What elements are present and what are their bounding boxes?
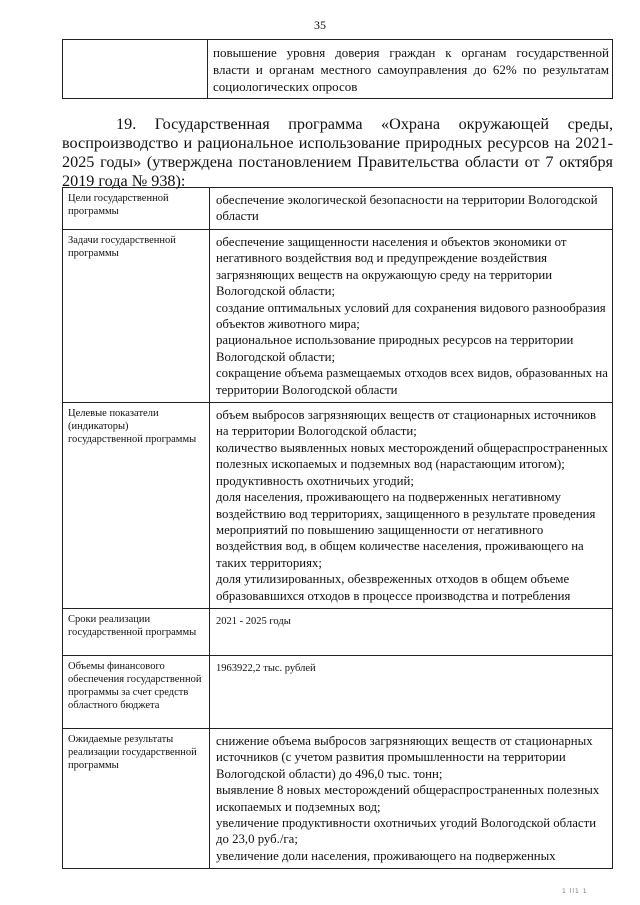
list-item: количество выявленных новых месторождений общераспространенных полезных ископаемых и подземных вод (нарастающим итогом); [216, 440, 608, 472]
list-item: увеличение продуктивности охотничьих угодий Вологодской области до 23,0 руб./га; [216, 815, 597, 847]
list-item: создание оптимальных условий для сохранения видового разнообразия объектов животного мира; [216, 300, 606, 332]
list-item: объем выбросов загрязняющих веществ от стационарных источников на территории Вологодской области; [216, 408, 597, 439]
row-label-indicators: Целевые показатели (индикаторы) государственной программы [63, 403, 210, 609]
list-item: рациональное использование природных ресурсов на территории Вологодской области; [216, 333, 574, 364]
list-item: увеличение доли населения, проживающего на подверженных [216, 848, 556, 863]
continuation-text: повышение уровня доверия граждан к органам государственной власти и органам местного самоуправления до 62% по результатам социологических опросов [208, 40, 613, 99]
list-item: обеспечение защищенности населения и объектов экономики от негативного воздействия вод и предупреждение воздействия загрязняющих веществ на окружающую среду на территории Вологодской области; [216, 235, 567, 299]
list-item: сокращение объема размещаемых отходов всех видов, образованных на территории Вологодской области [216, 366, 608, 397]
row-value-results [210, 728, 613, 868]
row-label-funding: Объемы финансового обеспечения государственной программы за счет средств областного бюджета [63, 655, 210, 728]
table-row [63, 655, 613, 728]
section-heading-text: 19. Государственная программа «Охрана окружающей среды, воспроизводство и рациональное использование природных ресурсов на 2021-2025 годы» (утверждена постановлением Правительства области от 7 октября 2019 года № 938): [62, 115, 613, 190]
row-label-period: Сроки реализации государственной программы [63, 608, 210, 655]
row-label-tasks: Задачи государственной программы [63, 230, 210, 403]
row-label-goals: Цели государственной программы [63, 188, 210, 230]
empty-label-cell [63, 40, 208, 99]
continuation-table [62, 39, 613, 99]
table-row [63, 403, 613, 609]
list-item: 2021 - 2025 годы [216, 615, 291, 627]
list-item: обеспечение экологической безопасности на территории Вологодской области [216, 193, 598, 224]
row-value-indicators [210, 403, 613, 609]
list-item: выявление 8 новых месторождений общераспространенных полезных ископаемых и подземных вод; [216, 783, 600, 814]
table-row [63, 728, 613, 868]
table-row [63, 230, 613, 403]
footer-mark: 1 ll1 1 [562, 888, 588, 895]
row-label-results: Ожидаемые результаты реализации государственной программы [63, 728, 210, 868]
list-item: продуктивность охотничьих угодий; [216, 473, 414, 488]
table-row [63, 188, 613, 230]
row-value-goals [210, 188, 613, 230]
row-value-funding [210, 655, 613, 728]
table-row [63, 608, 613, 655]
program-passport-table [62, 187, 613, 869]
page-number: 35 [314, 18, 326, 32]
list-item: снижение объема выбросов загрязняющих веществ от стационарных источников (с учетом развития промышленности на территории Вологодской области) до 496,0 тыс. тонн; [216, 733, 593, 781]
list-item: 1963922,2 тыс. рублей [216, 662, 316, 674]
row-value-tasks [210, 230, 613, 403]
row-value-period [210, 608, 613, 655]
list-item: доля населения, проживающего на подверженных негативному воздействию вод территориях, защищенного в результате проведения мероприятий по повышению защищенности от негативного воздействия вод, в общем количестве населения, проживающего на таких территориях; [216, 490, 596, 570]
section-heading [62, 115, 613, 191]
table-row [63, 40, 613, 99]
list-item: доля утилизированных, обезвреженных отходов в общем объеме образовавшихся отходов в процессе производства и потребления [216, 572, 571, 603]
